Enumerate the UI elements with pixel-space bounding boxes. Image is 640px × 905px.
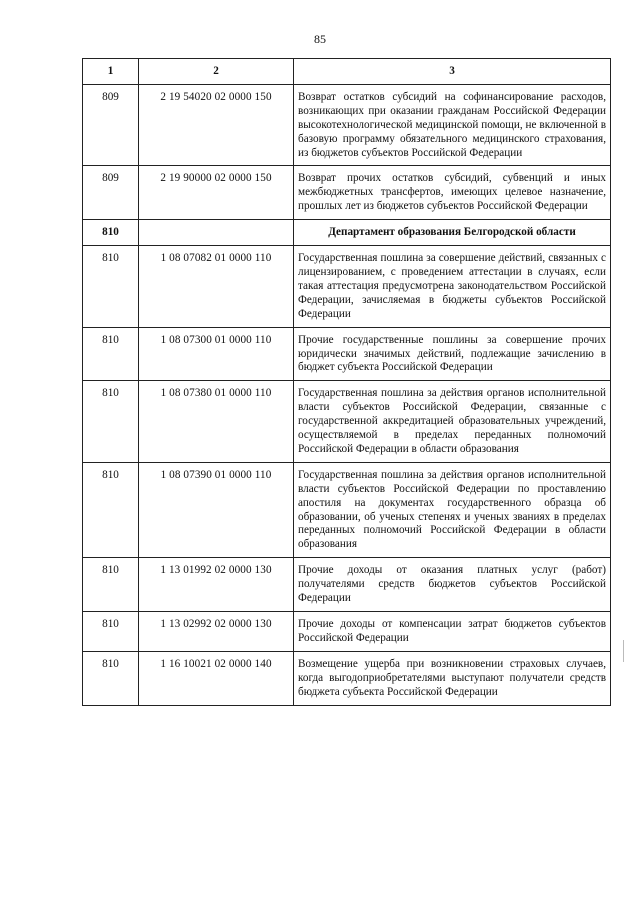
admin-code: 810: [83, 220, 139, 246]
kbk-code: 1 08 07082 01 0000 110: [139, 246, 294, 328]
kbk-code: 1 08 07380 01 0000 110: [139, 381, 294, 463]
table-row: [83, 558, 611, 612]
kbk-code: 2 19 54020 02 0000 150: [139, 84, 294, 166]
header-col-1: 1: [83, 59, 139, 85]
table-header-row: [83, 59, 611, 85]
scan-margin-mark: [623, 640, 624, 662]
revenue-description: Государственная пошлина за совершение действий, связанных с лицензированием, с проведением аттестации в случаях, если такая аттестация предусмотрена законодательством Российской Федерации, зачисляемая в бюджеты субъектов Российской Федерации: [294, 246, 611, 328]
revenue-description: Прочие государственные пошлины за совершение прочих юридически значимых действий, подлежащие зачислению в бюджет субъекта Российской Федерации: [294, 327, 611, 381]
admin-code: 810: [83, 558, 139, 612]
kbk-code: 1 13 01992 02 0000 130: [139, 558, 294, 612]
table-row: [83, 166, 611, 220]
department-row: [83, 220, 611, 246]
admin-code: 810: [83, 327, 139, 381]
table-row: [83, 327, 611, 381]
page-number: 85: [314, 32, 326, 46]
admin-code: 809: [83, 84, 139, 166]
admin-code: 810: [83, 651, 139, 705]
admin-code: 810: [83, 612, 139, 652]
table-row: [83, 246, 611, 328]
budget-classification-table: [82, 58, 611, 706]
revenue-description: Прочие доходы от компенсации затрат бюджетов субъектов Российской Федерации: [294, 612, 611, 652]
table-row: [83, 381, 611, 463]
revenue-description: Возмещение ущерба при возникновении страховых случаев, когда выгодоприобретателями выступают получатели средств бюджета субъекта Российской Федерации: [294, 651, 611, 705]
revenue-description: Возврат прочих остатков субсидий, субвенций и иных межбюджетных трансфертов, имеющих целевое назначение, прошлых лет из бюджетов субъектов Российской Федерации: [294, 166, 611, 220]
kbk-code: 1 16 10021 02 0000 140: [139, 651, 294, 705]
header-col-2: 2: [139, 59, 294, 85]
table-row: [83, 612, 611, 652]
kbk-code: 1 08 07390 01 0000 110: [139, 462, 294, 557]
revenue-description: Государственная пошлина за действия органов исполнительной власти субъектов Российской Федерации по проставлению апостиля на документах государственного образца об образовании, об ученых степенях и ученых званиях в пределах переданных полномочий Российской Федерации в области образования: [294, 462, 611, 557]
department-title: Департамент образования Белгородской области: [294, 220, 611, 246]
header-col-3: 3: [294, 59, 611, 85]
admin-code: 810: [83, 381, 139, 463]
table-row: [83, 651, 611, 705]
kbk-code: [139, 220, 294, 246]
admin-code: 809: [83, 166, 139, 220]
kbk-code: 1 08 07300 01 0000 110: [139, 327, 294, 381]
admin-code: 810: [83, 462, 139, 557]
revenue-description: Возврат остатков субсидий на софинансирование расходов, возникающих при оказании гражданам Российской Федерации высокотехнологической медицинской помощи, не включенной в базовую программу обязательного медицинского страхования, из бюджетов субъектов Российской Федерации: [294, 84, 611, 166]
kbk-code: 2 19 90000 02 0000 150: [139, 166, 294, 220]
table-row: [83, 462, 611, 557]
admin-code: 810: [83, 246, 139, 328]
kbk-code: 1 13 02992 02 0000 130: [139, 612, 294, 652]
revenue-description: Государственная пошлина за действия органов исполнительной власти субъектов Российской Федерации, связанные с государственной аккредитацией образовательных учреждений, осуществляемой в пределах переданных полномочий Российской Федерации в области образования: [294, 381, 611, 463]
table-row: [83, 84, 611, 166]
revenue-description: Прочие доходы от оказания платных услуг (работ) получателями средств бюджетов субъектов Российской Федерации: [294, 558, 611, 612]
